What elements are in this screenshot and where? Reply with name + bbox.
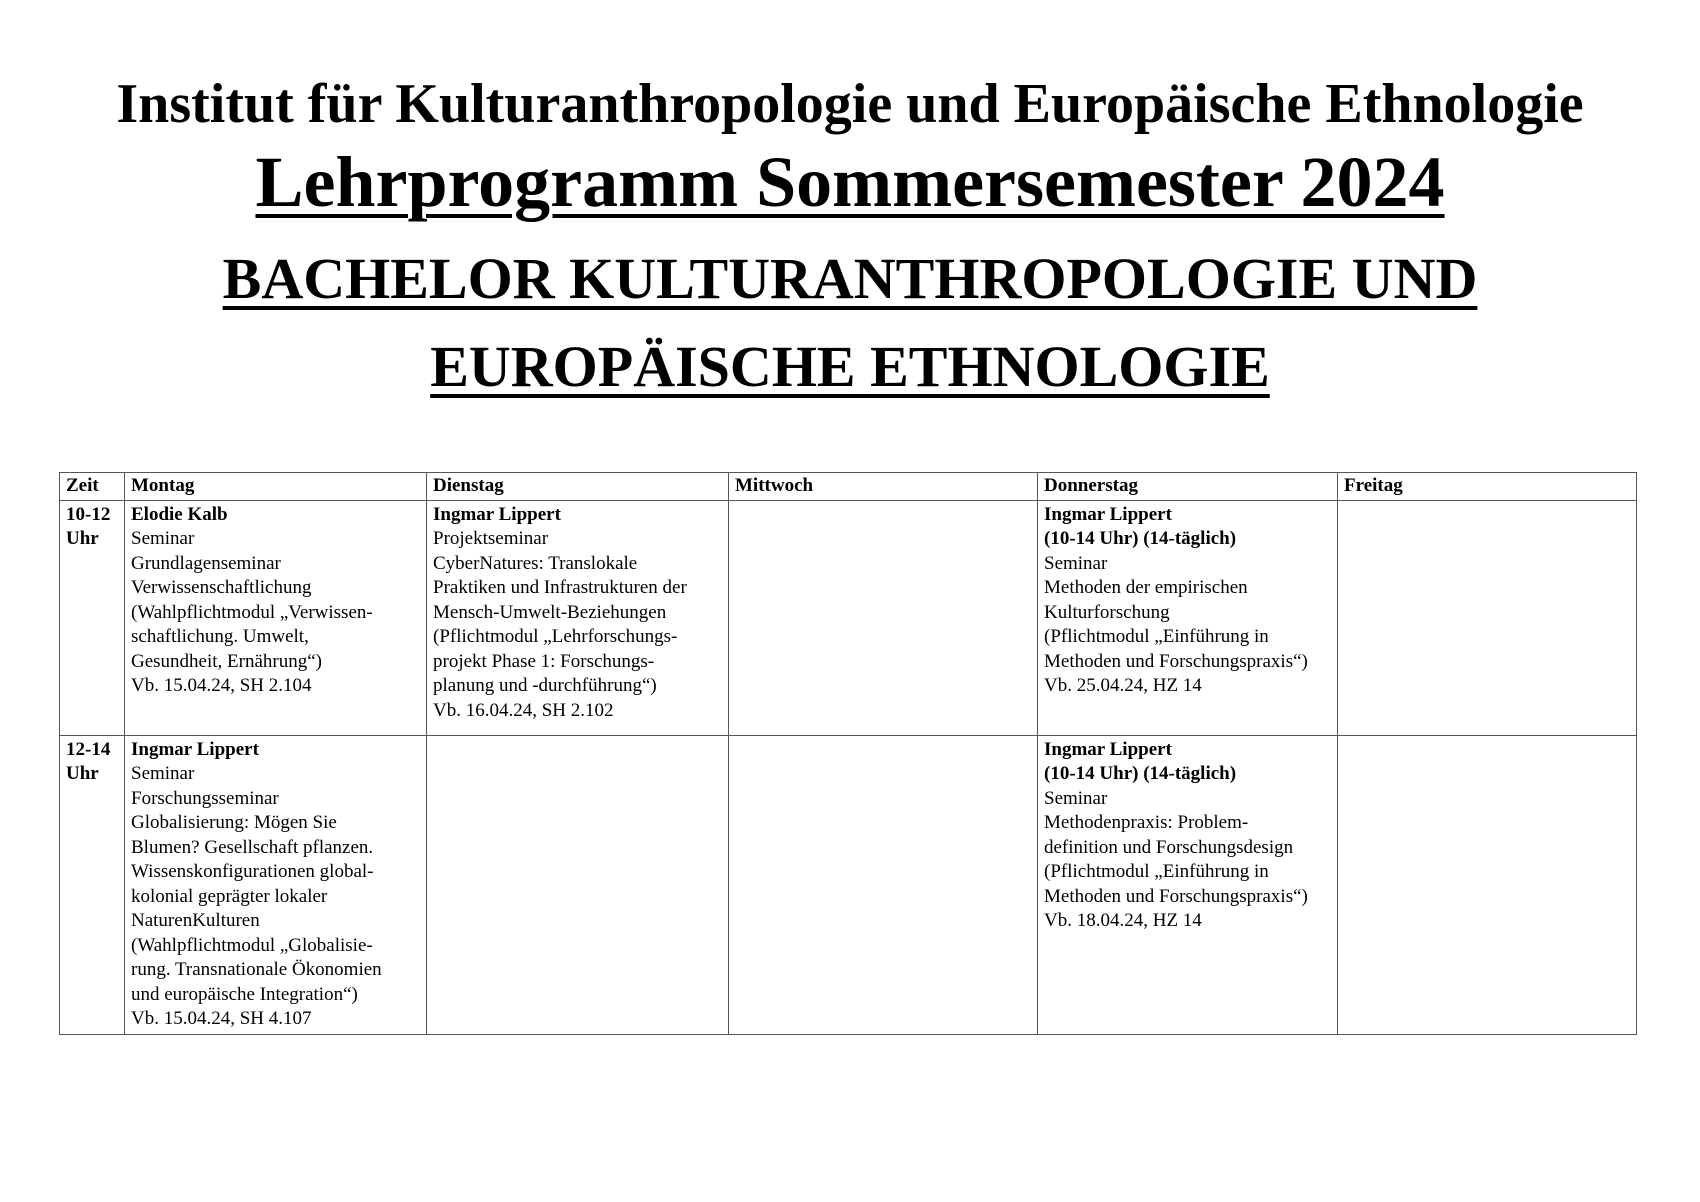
course-line: Methoden und Forschungspraxis“) — [1044, 885, 1308, 907]
course-line: Projektseminar — [433, 528, 549, 549]
course-line: NaturenKulturen — [131, 910, 260, 931]
course-lecturer: Elodie Kalb — [131, 503, 228, 525]
course-line: kolonial geprägter lokaler — [131, 885, 328, 907]
column-header-zeit: Zeit — [60, 473, 125, 501]
course-cell-montag — [125, 500, 427, 735]
course-line: Grundlagenseminar — [131, 552, 281, 574]
course-line: Vb. 16.04.24, SH 2.102 — [433, 699, 614, 721]
course-line: Seminar — [1044, 787, 1108, 809]
course-line: Seminar — [1044, 552, 1108, 574]
course-lecturer: Ingmar Lippert — [433, 503, 561, 525]
course-line: Methoden der empirischen — [1044, 577, 1248, 598]
course-cell-freitag — [1338, 735, 1637, 1034]
course-line: Vb. 25.04.24, HZ 14 — [1044, 675, 1202, 696]
degree-title-line-2 — [0, 332, 1700, 402]
course-line: Wissenskonfigurationen global- — [131, 861, 374, 882]
course-lecturer: Ingmar Lippert — [131, 738, 259, 760]
degree-title-line-1 — [0, 244, 1700, 314]
course-line: Kulturforschung — [1044, 601, 1170, 623]
course-line: Vb. 15.04.24, SH 2.104 — [131, 675, 312, 696]
time-unit: Uhr — [66, 763, 99, 784]
course-line: definition und Forschungsdesign — [1044, 836, 1294, 858]
course-line: Methodenpraxis: Problem- — [1044, 812, 1249, 833]
degree-title-line-1-text: BACHELOR KULTURANTHROPOLOGIE UND — [222, 246, 1478, 311]
course-line: Vb. 15.04.24, SH 4.107 — [131, 1008, 312, 1029]
course-line: rung. Transnationale Ökonomien — [131, 959, 382, 980]
course-line: (Pflichtmodul „Einführung in — [1044, 626, 1269, 647]
table-row — [60, 500, 1637, 735]
column-header-mittwoch: Mittwoch — [729, 473, 1038, 501]
course-cell-dienstag — [427, 500, 729, 735]
course-line: Methoden und Forschungspraxis“) — [1044, 650, 1308, 672]
course-line: planung und -durchführung“) — [433, 675, 657, 696]
course-line: Gesundheit, Ernährung“) — [131, 650, 322, 672]
course-schedule-note: (10-14 Uhr) (14-täglich) — [1044, 763, 1237, 784]
course-line: (Pflichtmodul „Einführung in — [1044, 861, 1269, 882]
course-lecturer: Ingmar Lippert — [1044, 503, 1172, 525]
column-header-donnerstag: Donnerstag — [1038, 473, 1338, 501]
course-schedule-note: (10-14 Uhr) (14-täglich) — [1044, 528, 1237, 549]
course-cell-mittwoch — [729, 735, 1038, 1034]
course-line: Forschungsseminar — [131, 787, 279, 809]
course-line: Mensch-Umwelt-Beziehungen — [433, 601, 667, 623]
time-range: 12-14 — [66, 738, 111, 760]
program-title-text: Lehrprogramm Sommersemester 2024 — [255, 142, 1445, 222]
time-cell — [60, 735, 125, 1034]
course-cell-donnerstag — [1038, 500, 1338, 735]
course-line: Globalisierung: Mögen Sie — [131, 812, 337, 833]
time-range: 10-12 — [66, 503, 111, 525]
table-header-row — [60, 473, 1637, 501]
course-cell-donnerstag — [1038, 735, 1338, 1034]
column-header-dienstag: Dienstag — [427, 473, 729, 501]
course-cell-freitag — [1338, 500, 1637, 735]
course-line: (Pflichtmodul „Lehrforschungs- — [433, 626, 678, 647]
schedule-table — [59, 472, 1637, 1035]
course-line: Praktiken und Infrastrukturen der — [433, 577, 687, 598]
course-lecturer: Ingmar Lippert — [1044, 738, 1172, 760]
column-header-montag: Montag — [125, 473, 427, 501]
column-header-freitag: Freitag — [1338, 473, 1637, 501]
course-line: und europäische Integration“) — [131, 983, 358, 1005]
course-line: Blumen? Gesellschaft pflanzen. — [131, 836, 374, 858]
course-line: (Wahlpflichtmodul „Globalisie- — [131, 934, 373, 956]
time-cell — [60, 500, 125, 735]
course-cell-mittwoch — [729, 500, 1038, 735]
course-line: schaftlichung. Umwelt, — [131, 626, 309, 647]
course-line: Verwissenschaftlichung — [131, 577, 312, 598]
course-line: Vb. 18.04.24, HZ 14 — [1044, 910, 1202, 931]
course-line: projekt Phase 1: Forschungs- — [433, 650, 655, 672]
degree-title-line-2-text: EUROPÄISCHE ETHNOLOGIE — [430, 334, 1270, 399]
course-line: Seminar — [131, 763, 195, 784]
table-row — [60, 735, 1637, 1034]
course-line: (Wahlpflichtmodul „Verwissen- — [131, 601, 373, 623]
institute-title: Institut für Kulturanthropologie und Europäische Ethnologie — [116, 73, 1584, 135]
course-cell-dienstag — [427, 735, 729, 1034]
course-line: CyberNatures: Translokale — [433, 552, 638, 574]
course-line: Seminar — [131, 528, 195, 549]
course-cell-montag — [125, 735, 427, 1034]
time-unit: Uhr — [66, 528, 99, 549]
program-title — [0, 140, 1700, 224]
